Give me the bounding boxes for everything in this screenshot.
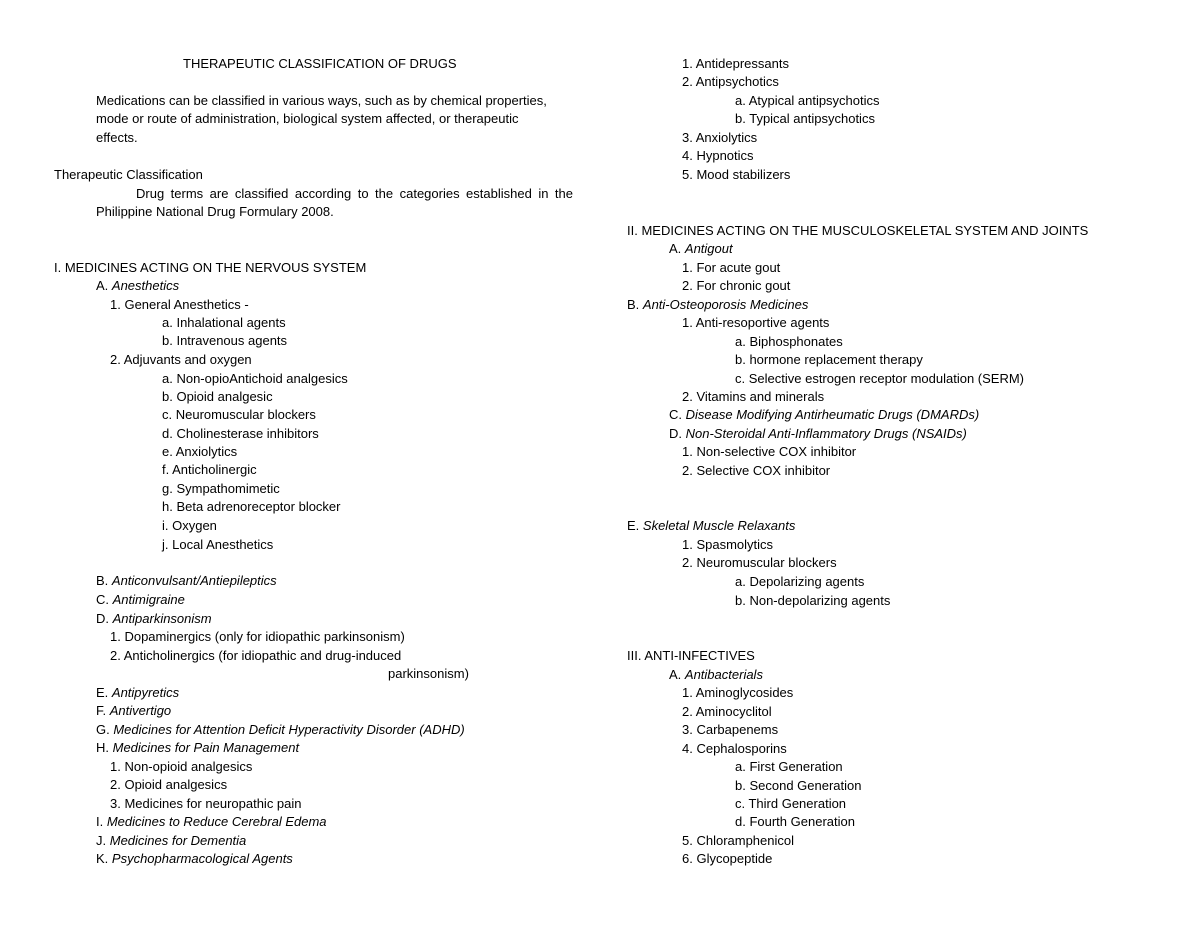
adjuvant-item: a. Non-opioAntichoid analgesics: [162, 371, 348, 386]
nsaid-item-2: 2. Selective COX inhibitor: [682, 463, 831, 478]
section-1-item-a: A. Anesthetics: [96, 278, 180, 293]
psycho-item-3: 3. Anxiolytics: [682, 130, 758, 145]
cephalosporin-generation: d. Fourth Generation: [735, 814, 855, 829]
cephalosporin-generation: a. First Generation: [735, 759, 843, 774]
relaxant-item-1: 1. Spasmolytics: [682, 537, 774, 552]
section-1-item-k: K. Psychopharmacological Agents: [96, 851, 293, 866]
psycho-item-2: 2. Antipsychotics: [682, 74, 779, 89]
intro-line-2: mode or route of administration, biological system affected, or therapeutic: [96, 111, 519, 126]
section-3-item-a: A. Antibacterials: [669, 667, 763, 682]
adjuvant-item: g. Sympathomimetic: [162, 481, 280, 496]
relaxant-item-2b: b. Non-depolarizing agents: [735, 593, 891, 608]
nsaid-item-1: 1. Non-selective COX inhibitor: [682, 444, 857, 459]
antiresorptive-item: b. hormone replacement therapy: [735, 352, 923, 367]
antibacterial-item: 1. Aminoglycosides: [682, 685, 794, 700]
antiparkinsonism-item-1: 1. Dopaminergics (only for idiopathic parkinsonism): [110, 629, 405, 644]
section-1-item-h: H. Medicines for Pain Management: [96, 740, 300, 755]
osteoporosis-item-2: 2. Vitamins and minerals: [682, 389, 825, 404]
section-1-item-e: E. Antipyretics: [96, 685, 180, 700]
osteoporosis-item-1: 1. Anti-resoportive agents: [682, 315, 830, 330]
section-1-item-b: B. Anticonvulsant/Antiepileptics: [96, 573, 277, 588]
antibacterial-item: 4. Cephalosporins: [682, 741, 787, 756]
antiparkinsonism-item-2-cont: parkinsonism): [388, 666, 469, 681]
section-1-item-c: C. Antimigraine: [96, 592, 185, 607]
antibacterial-item: 2. Aminocyclitol: [682, 704, 772, 719]
pain-item: 3. Medicines for neuropathic pain: [110, 796, 302, 811]
adjuvant-item: b. Opioid analgesic: [162, 389, 273, 404]
antibacterial-item: 6. Glycopeptide: [682, 851, 773, 866]
psycho-item-1: 1. Antidepressants: [682, 56, 789, 71]
psycho-item-2a: a. Atypical antipsychotics: [735, 93, 880, 108]
pain-item: 1. Non-opioid analgesics: [110, 759, 253, 774]
section-1-item-d: D. Antiparkinsonism: [96, 611, 212, 626]
intro-line-3: effects.: [96, 130, 138, 145]
section-3-heading: III. ANTI-INFECTIVES: [627, 648, 755, 663]
anesthetics-item-1b: b. Intravenous agents: [162, 333, 288, 348]
section-2-item-a: A. Antigout: [669, 241, 733, 256]
section-2-item-e: E. Skeletal Muscle Relaxants: [627, 518, 796, 533]
adjuvant-item: j. Local Anesthetics: [162, 537, 274, 552]
section-2-item-c: C. Disease Modifying Antirheumatic Drugs (DMARDs): [669, 407, 980, 422]
therapeutic-text-line-1: Drug terms are classified according to the categories established in the: [136, 186, 573, 201]
antiresorptive-item: a. Biphosphonates: [735, 334, 843, 349]
psycho-item-4: 4. Hypnotics: [682, 148, 754, 163]
anesthetics-item-2: 2. Adjuvants and oxygen: [110, 352, 252, 367]
intro-line-1: Medications can be classified in various ways, such as by chemical properties,: [96, 93, 547, 108]
adjuvant-item: h. Beta adrenoreceptor blocker: [162, 499, 341, 514]
antiparkinsonism-item-2: 2. Anticholinergics (for idiopathic and drug-induced: [110, 648, 402, 663]
section-1-item-i: I. Medicines to Reduce Cerebral Edema: [96, 814, 327, 829]
section-1-item-f: F. Antivertigo: [96, 703, 172, 718]
antibacterial-item: 5. Chloramphenicol: [682, 833, 795, 848]
psycho-item-5: 5. Mood stabilizers: [682, 167, 791, 182]
adjuvant-item: f. Anticholinergic: [162, 462, 257, 477]
cephalosporin-generation: b. Second Generation: [735, 778, 862, 793]
section-2-heading: II. MEDICINES ACTING ON THE MUSCULOSKELETAL SYSTEM AND JOINTS: [627, 223, 1089, 238]
antibacterial-item: 3. Carbapenems: [682, 722, 779, 737]
therapeutic-heading: Therapeutic Classification: [54, 167, 203, 182]
relaxant-item-2a: a. Depolarizing agents: [735, 574, 865, 589]
pain-item: 2. Opioid analgesics: [110, 777, 228, 792]
therapeutic-text-line-2: Philippine National Drug Formulary 2008.: [96, 204, 334, 219]
adjuvant-item: e. Anxiolytics: [162, 444, 238, 459]
antigout-item-1: 1. For acute gout: [682, 260, 781, 275]
section-1-item-g: G. Medicines for Attention Deficit Hyperactivity Disorder (ADHD): [96, 722, 465, 737]
adjuvant-item: c. Neuromuscular blockers: [162, 407, 316, 422]
adjuvant-item: i. Oxygen: [162, 518, 217, 533]
section-1-item-j: J. Medicines for Dementia: [96, 833, 247, 848]
relaxant-item-2: 2. Neuromuscular blockers: [682, 555, 837, 570]
antigout-item-2: 2. For chronic gout: [682, 278, 791, 293]
section-2-item-d: D. Non-Steroidal Anti-Inflammatory Drugs (NSAIDs): [669, 426, 967, 441]
document-title: THERAPEUTIC CLASSIFICATION OF DRUGS: [183, 56, 457, 71]
section-2-item-b: B. Anti-Osteoporosis Medicines: [627, 297, 809, 312]
psycho-item-2b: b. Typical antipsychotics: [735, 111, 875, 126]
anesthetics-item-1: 1. General Anesthetics -: [110, 297, 249, 312]
adjuvant-item: d. Cholinesterase inhibitors: [162, 426, 319, 441]
antiresorptive-item: c. Selective estrogen receptor modulation (SERM): [735, 371, 1025, 386]
anesthetics-item-1a: a. Inhalational agents: [162, 315, 286, 330]
section-1-heading: I. MEDICINES ACTING ON THE NERVOUS SYSTEM: [54, 260, 367, 275]
cephalosporin-generation: c. Third Generation: [735, 796, 847, 811]
